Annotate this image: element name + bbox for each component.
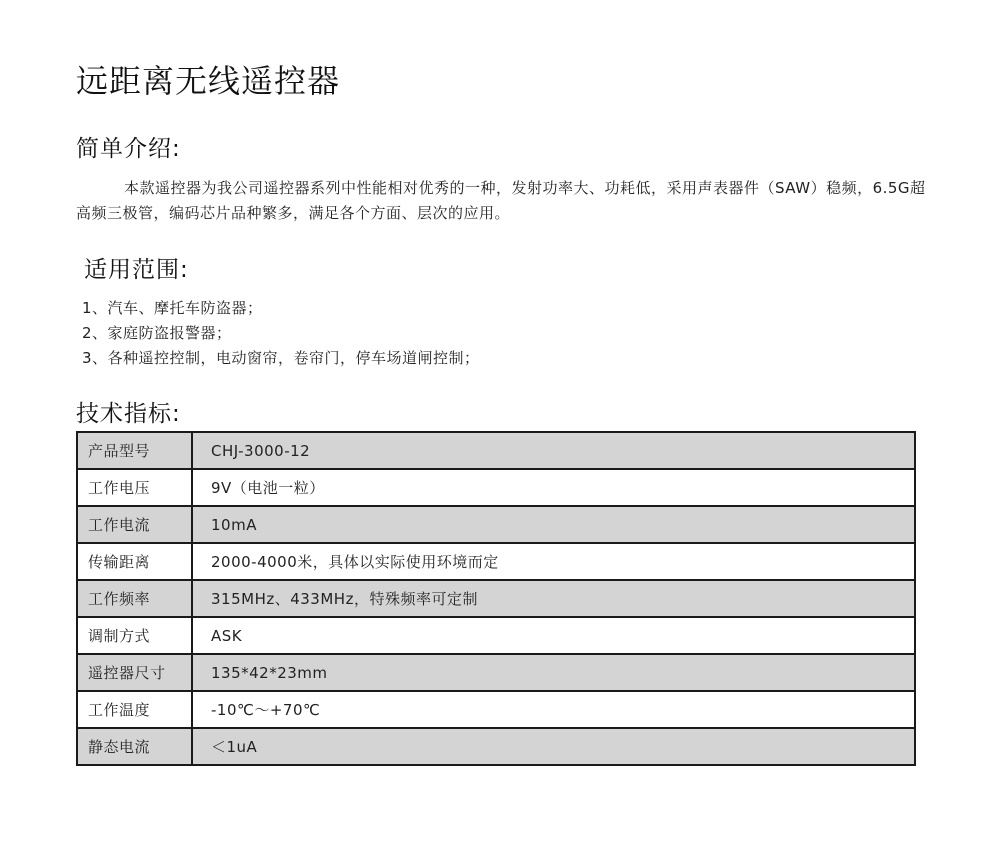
scope-list — [82, 296, 480, 371]
spec-label: 工作频率 — [77, 580, 192, 617]
spec-label: 遥控器尺寸 — [77, 654, 192, 691]
spec-value: 2000-4000米，具体以实际使用环境而定 — [192, 543, 915, 580]
spec-value: 9V（电池一粒） — [192, 469, 915, 506]
scope-item-car-alarm: 1、汽车、摩托车防盗器； — [82, 299, 263, 317]
table-row — [77, 617, 915, 654]
table-row — [77, 691, 915, 728]
table-row — [77, 654, 915, 691]
table-row — [77, 728, 915, 765]
spec-value: 10mA — [192, 506, 915, 543]
spec-label: 传输距离 — [77, 543, 192, 580]
spec-value: 315MHz、433MHz，特殊频率可定制 — [192, 580, 915, 617]
table-row — [77, 580, 915, 617]
spec-table — [76, 431, 916, 766]
spec-label: 调制方式 — [77, 617, 192, 654]
spec-value: ASK — [192, 617, 915, 654]
spec-value: 135*42*23mm — [192, 654, 915, 691]
specs-heading: 技术指标: — [76, 401, 181, 427]
spec-value: ＜1uA — [192, 728, 915, 765]
spec-label: 产品型号 — [77, 432, 192, 469]
spec-value: -10℃～+70℃ — [192, 691, 915, 728]
scope-item-home-alarm: 2、家庭防盗报警器； — [82, 324, 232, 342]
intro-text: 本款遥控器为我公司遥控器系列中性能相对优秀的一种，发射功率大、功耗低，采用声表器件（SAW）稳频，6.5G超高频三极管，编码芯片品种繁多，满足各个方面、层次的应用。 — [76, 179, 926, 222]
table-row — [77, 543, 915, 580]
scope-heading: 适用范围: — [84, 257, 189, 283]
spec-value: CHJ-3000-12 — [192, 432, 915, 469]
intro-heading: 简单介绍: — [76, 136, 181, 162]
spec-label: 静态电流 — [77, 728, 192, 765]
spec-label: 工作温度 — [77, 691, 192, 728]
spec-label: 工作电流 — [77, 506, 192, 543]
spec-label: 工作电压 — [77, 469, 192, 506]
table-row — [77, 469, 915, 506]
scope-item-remote-control: 3、各种遥控控制，电动窗帘，卷帘门，停车场道闸控制； — [82, 349, 480, 367]
table-row — [77, 432, 915, 469]
page-title: 远距离无线遥控器 — [76, 62, 341, 100]
table-row — [77, 506, 915, 543]
